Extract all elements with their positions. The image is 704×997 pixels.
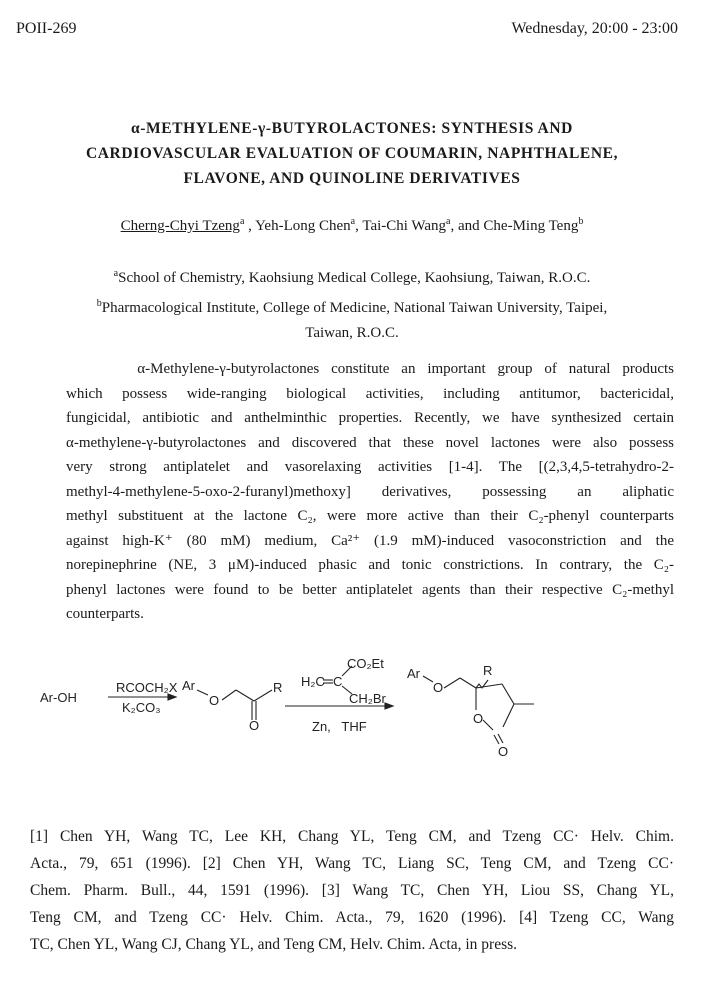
abstract-line: fungicidal, antibiotic and anthelminthic properties. Recently, we have synthesized certain (66, 410, 674, 426)
affiliation (0, 321, 704, 346)
reference-line: Acta., 79, 651 (1996). [2] Chen YH, Wang TC, Liang SC, Teng CM, and Tzeng CC· (30, 855, 674, 872)
affil-text: Taiwan, R.O.C. (305, 325, 399, 341)
author-list (0, 216, 704, 235)
abstract-line: α-Methylene-γ-butyrolactones constitute an important group of natural products (66, 361, 674, 377)
separator: , (355, 218, 363, 234)
affil-text: School of Chemistry, Kaohsiung Medical College, Kaohsiung, Taiwan, R.O.C. (118, 270, 591, 286)
abstract-line: against high-K⁺ (80 mM) medium, Ca²⁺ (1.9 mM)-induced vasoconstriction and the (66, 532, 674, 549)
abstract-line: methyl substituent at the lactone C₂, were more active than their C₂-phenyl counterparts (66, 508, 674, 524)
reagent-2-c: C (333, 674, 343, 689)
abstract-line: α-methylene-γ-butyrolactones and discovered that these novel lactones were also possess (66, 434, 674, 451)
reference-line: TC, Chen YL, Wang CJ, Chang YL, and Teng CM, Helv. Chim. Acta, in press. (30, 936, 518, 953)
reagent-2-conditions: Zn, THF (312, 719, 367, 734)
affil-mark: a (113, 268, 119, 279)
title-line: CARDIOVASCULAR EVALUATION OF COUMARIN, NAPHTHALENE, (85, 145, 619, 162)
affil-text: Pharmacological Institute, College of Medicine, National Taiwan University, Taipei, (101, 300, 608, 316)
intermediate-carbonyl-o: O (249, 718, 260, 733)
abstract-line: phenyl lactones were found to be better antiplatelet agents than their respective C₂-methyl (66, 581, 674, 598)
author-affil: a (350, 216, 356, 227)
affiliation (0, 291, 704, 321)
author-name: Yeh-Long Chen (255, 218, 351, 234)
product-ring-o: O (473, 711, 484, 726)
poster-code: POII-269 (16, 20, 77, 37)
affiliation (0, 261, 704, 291)
product-lactone-o: O (498, 744, 509, 759)
session-time: Wednesday, 20:00 - 23:00 (511, 20, 678, 37)
intermediate-o: O (209, 693, 220, 708)
abstract-line: which possess wide-ranging biological activities, including antitumor, bactericidal, (66, 385, 674, 402)
abstract-line: methyl-4-methylene-5-oxo-2-furanyl)methoxy] derivatives, possessing an aliphatic (66, 483, 674, 500)
author-affil: a (239, 216, 245, 227)
reagent-1-bottom: K₂CO₃ (122, 700, 161, 715)
references (30, 823, 674, 958)
reaction-scheme (40, 630, 680, 820)
title-line: FLAVONE, AND QUINOLINE DERIVATIVES (183, 170, 521, 187)
author-affil: a (446, 216, 451, 227)
intermediate-ar: Ar (182, 678, 195, 693)
author-affil: b (578, 216, 584, 227)
reagent-2-h2c: H₂C (301, 674, 325, 689)
author-name: Tai-Chi Wang (362, 218, 447, 234)
reagent-2-ch2br: CH₂Br (349, 691, 386, 706)
product-o: O (433, 680, 444, 695)
affiliations (0, 261, 704, 346)
separator: , (244, 218, 256, 234)
product-ar: Ar (407, 666, 420, 681)
abstract-line: norepinephrine (NE, 3 μM)-induced phasic and tonic constrictions. In contrary, the C₂- (66, 557, 674, 573)
reactant-aroh: Ar-OH (40, 690, 77, 705)
title-line: α-METHYLENE-γ-BUTYROLACTONES: SYNTHESIS AND (131, 120, 573, 137)
product-r: R (483, 663, 493, 678)
abstract (66, 357, 674, 627)
intermediate-r: R (273, 680, 283, 695)
reagent-2-co2et: CO₂Et (347, 656, 384, 671)
abstract-line: very strong antiplatelet and vasorelaxing activities [1-4]. The [(2,3,4,5-tetrahydro-2- (66, 459, 674, 475)
abstract-line: counterparts. (66, 606, 144, 622)
author-name: Cherng-Chyi Tzeng (120, 218, 240, 234)
separator: , and (450, 218, 484, 234)
reference-line: Chem. Pharm. Bull., 44, 1591 (1996). [3] Wang TC, Chen YH, Liou SS, Chang YL, (30, 882, 674, 899)
affil-mark: b (96, 298, 102, 309)
author-name: Che-Ming Teng (483, 218, 579, 234)
reagent-1-top: RCOCH₂X (116, 680, 178, 695)
paper-title (0, 116, 704, 191)
reference-line: [1] Chen YH, Wang TC, Lee KH, Chang YL, Teng CM, and Tzeng CC· Helv. Chim. (30, 828, 674, 845)
reference-line: Teng CM, and Tzeng CC· Helv. Chim. Acta., 79, 1620 (1996). [4] Tzeng CC, Wang (30, 909, 674, 926)
